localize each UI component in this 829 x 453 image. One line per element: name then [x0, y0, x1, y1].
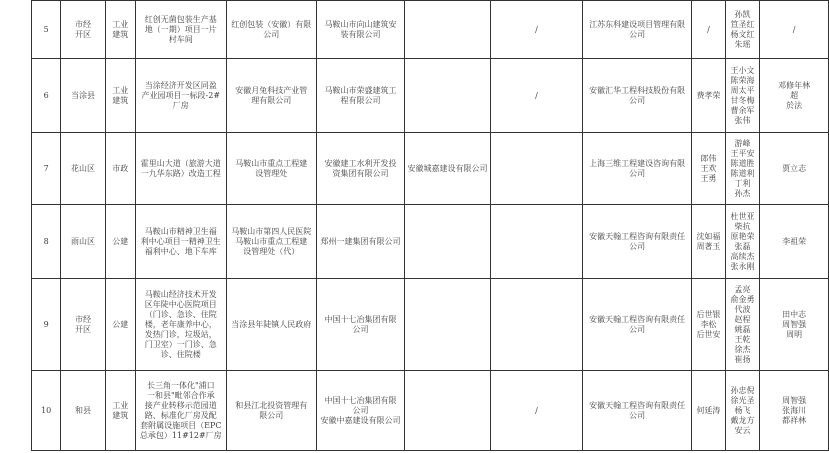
construction-cell: 马鞍山市向山建筑安 装有限公司 [316, 1, 404, 59]
construction-cell: 中国十七冶集团有限 公司 安徽中嘉建设有限公司 [316, 371, 404, 451]
inspection-table [31, 0, 829, 451]
district-cell: 雨山区 [61, 205, 105, 279]
experts-cell: 田中志 周智强 周明 [760, 279, 829, 371]
chief-cell: 郎伟 王欢 王勇 [692, 133, 726, 205]
table-row [32, 371, 829, 451]
chief-cell: / [692, 1, 726, 59]
agent-cell [405, 205, 491, 279]
table-row [32, 1, 829, 59]
staff-cell: 孙忠倪 徐光圣 杨飞 戴龙方 安云 [725, 371, 760, 451]
supervisor-cell: 安徽汇华工程科技股份有限 公司 [583, 59, 692, 133]
row-number: 7 [32, 133, 61, 205]
staff-cell: 杜世亚 柴抗 原艳荣 张磊 高续杰 张永刚 [725, 205, 760, 279]
staff-cell: 孙凯 笪圣红 杨文红 朱瑶 [725, 1, 760, 59]
chief-cell: 何延涛 [692, 371, 726, 451]
construction-cell: 郑州一建集团有限公司 [316, 205, 404, 279]
project-cell: 红创无菌包装生产基 地（一期）项目一片 村车间 [135, 1, 226, 59]
chief-cell: 费孝荣 [692, 59, 726, 133]
experts-cell: / [760, 1, 829, 59]
district-cell: 市经 开区 [61, 1, 105, 59]
district-cell: 和县 [61, 371, 105, 451]
design-cell [490, 279, 582, 371]
design-cell [490, 205, 582, 279]
builder-cell: 马鞍山市第四人民医院 马鞍山市重点工程建 设管理处（代） [226, 205, 316, 279]
agent-cell [405, 1, 491, 59]
chief-cell: 后世银 李松 后世安 [692, 279, 726, 371]
row-number: 5 [32, 1, 61, 59]
supervisor-cell: 安徽天翰工程咨询有限责任 公司 [583, 205, 692, 279]
design-cell: / [490, 371, 582, 451]
builder-cell: 马鞍山市重点工程建 设管理处 [226, 133, 316, 205]
builder-cell: 安徽月兔科技产业管 理有限公司 [226, 59, 316, 133]
project-cell: 霍里山大道（旅游大道 一九华东路）改造工程 [135, 133, 226, 205]
project-cell: 长三角一体化"浦口 一和县"毗邻合作承 接产业转移示范园道 路、标准化厂房及配 套附属设施项目（EPC 总承包）11#12#厂房 [135, 371, 226, 451]
supervisor-cell: 安徽天翰工程咨询有限责任 公司 [583, 279, 692, 371]
experts-cell: 贾立志 [760, 133, 829, 205]
chief-cell: 沈如福 周著玉 [692, 205, 726, 279]
table-row [32, 205, 829, 279]
project-cell: 马鞍山市精神卫生福 利中心项目一精神卫生 福利中心、地下车库 [135, 205, 226, 279]
construction-cell: 安徽建工水利开发投 资集团有限公司 [316, 133, 404, 205]
district-cell: 花山区 [61, 133, 105, 205]
type-cell: 工业 建筑 [105, 371, 135, 451]
agent-cell [405, 59, 491, 133]
construction-cell: 中国十七冶集团有限 公司 [316, 279, 404, 371]
type-cell: 工业 建筑 [105, 59, 135, 133]
design-cell: / [490, 59, 582, 133]
staff-cell: 孟亮 俞金勇 代波 赵程 姚磊 王乾 徐杰 崔扬 [725, 279, 760, 371]
row-number: 9 [32, 279, 61, 371]
district-cell: 当涂县 [61, 59, 105, 133]
agent-cell [405, 279, 491, 371]
table-row [32, 133, 829, 205]
agent-cell [405, 371, 491, 451]
staff-cell: 游峰 王平安 陈道胜 陈道利 丁利 孙杰 [725, 133, 760, 205]
experts-cell: 邓修年林 超 於法 [760, 59, 829, 133]
type-cell: 公建 [105, 205, 135, 279]
supervisor-cell: 江苏东科建设项目管理有限 公司 [583, 1, 692, 59]
type-cell: 工业 建筑 [105, 1, 135, 59]
construction-cell: 马鞍山市荣盛建筑工 程有限公司 [316, 59, 404, 133]
builder-cell: 红创包装（安徽）有限 公司 [226, 1, 316, 59]
supervisor-cell: 安徽天翰工程咨询有限责任 公司 [583, 371, 692, 451]
type-cell: 市政 [105, 133, 135, 205]
experts-cell: 李祖荣 [760, 205, 829, 279]
agent-cell: 安徽城嘉建设有限公司 [405, 133, 491, 205]
builder-cell: 和县江北投资管理有 限公司 [226, 371, 316, 451]
supervisor-cell: 上海三维工程建设咨询有限 公司 [583, 133, 692, 205]
table-row [32, 279, 829, 371]
row-number: 6 [32, 59, 61, 133]
row-number: 10 [32, 371, 61, 451]
builder-cell: 当涂县年陡镇人民政府 [226, 279, 316, 371]
district-cell: 市经 开区 [61, 279, 105, 371]
staff-cell: 王小文 陈荣海 周太平 甘冬梅 曹余军 张伟 [725, 59, 760, 133]
design-cell: / [490, 1, 582, 59]
project-cell: 马鞍山经济技术开发 区年陡中心医院项目 （门诊、急诊、住院 楼，老年康养中心， 发热门诊，垃圾站， 门卫室）一门诊、急 诊、住院楼 [135, 279, 226, 371]
project-cell: 当涂经济开发区同盈 产业园项目一标段-2# 厂房 [135, 59, 226, 133]
table-row [32, 59, 829, 133]
row-number: 8 [32, 205, 61, 279]
design-cell [490, 133, 582, 205]
type-cell: 公建 [105, 279, 135, 371]
experts-cell: 周智强 张海川 都祥林 [760, 371, 829, 451]
